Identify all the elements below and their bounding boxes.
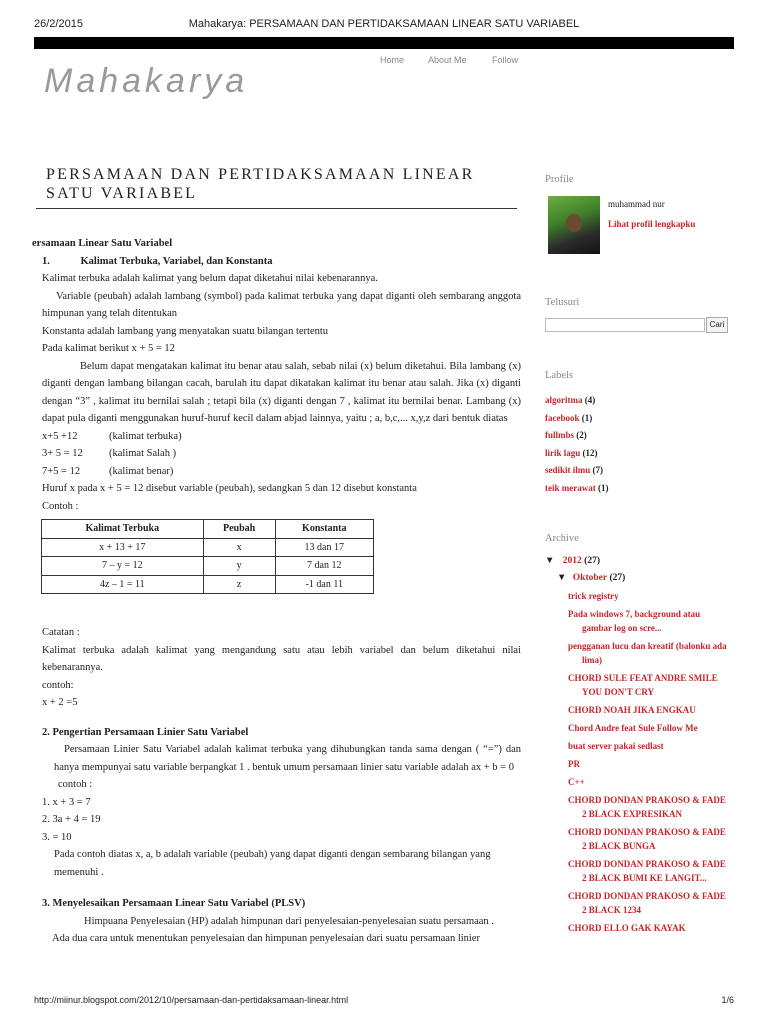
label-link[interactable]: fullmbs: [545, 430, 575, 440]
paragraph: Variable (peubah) adalah lambang (symbol) pada kalimat terbuka yang dapat diganti oleh sembarang anggota himpunan yang telah ditentukan: [42, 290, 521, 319]
list-item: 2. 3a + 4 = 19: [42, 814, 101, 825]
list-item: 3. = 10: [42, 831, 72, 843]
label-link[interactable]: algoritma: [545, 395, 583, 405]
archive-post-link[interactable]: CHORD DONDAN PRAKOSO & FADE 2 BLACK EXPRESIKAN: [568, 795, 726, 819]
title-divider: [36, 208, 517, 209]
paragraph: Belum dapat mengatakan kalimat itu benar atau salah, sebab nilai (x) belum diketahui. Bila lambang (x) diganti dengan lambang bilangan cacah, barulah itu dapat dikatakan kalimat itu benar atau salah. Jika (x) diganti dengan “3” , kalimat itu bernilai salah ; tetapi bila (x) diganti dengan 7 , kalimat itu bernilai benar. Lambang (x) dapat pula diganti menggunakan huruf-huruf kecil dalam abjad lainnya, yaitu ; a, b,c,... x,y,z dari bentuk diatas: [42, 360, 521, 424]
archive-post-link[interactable]: CHORD DONDAN PRAKOSO & FADE 2 BLACK 1234: [568, 891, 726, 915]
table-cell: 7 – y = 12: [42, 557, 204, 576]
archive-post-link[interactable]: CHORD SULE FEAT ANDRE SMILE YOU DON'T CRY: [568, 673, 718, 697]
table-header: Kalimat Terbuka: [42, 520, 204, 539]
paragraph: Himpuana Penyelesaian (HP) adalah himpunan dari penyelesaian-penyelesaian suatu persamaan .: [84, 915, 494, 927]
top-navbar: [34, 37, 734, 49]
contoh-label: Contoh :: [42, 500, 79, 512]
table-header-row: [42, 520, 374, 539]
archive-post-link[interactable]: CHORD NOAH JIKA ENGKAU: [568, 705, 696, 715]
archive-post-link[interactable]: C++: [568, 777, 585, 787]
table-row: [42, 575, 374, 594]
profile-link[interactable]: Lihat profil lengkapku: [608, 219, 696, 229]
table-cell: x + 13 + 17: [42, 538, 204, 557]
archive-post-link[interactable]: CHORD DONDAN PRAKOSO & FADE 2 BLACK BUNGA: [568, 827, 726, 851]
archive-year[interactable]: ▼ 2012 (27): [545, 556, 600, 566]
label-item: lirik lagu (12): [545, 447, 598, 458]
post-title[interactable]: PERSAMAAN DAN PERTIDAKSAMAAN LINEAR SATU VARIABEL: [46, 166, 475, 202]
nav-follow[interactable]: Follow: [492, 55, 519, 65]
table-header: Peubah: [203, 520, 275, 539]
example-line: x+5 +12 (kalimat terbuka): [42, 430, 182, 442]
label-item: fullmbs (2): [545, 430, 587, 440]
nav-about-me[interactable]: About Me: [428, 55, 467, 65]
print-header: [0, 0, 768, 36]
archive-post-link[interactable]: Chord Andre feat Sule Follow Me: [568, 723, 698, 733]
table-cell: z: [203, 575, 275, 594]
print-page-number: 1/6: [721, 995, 734, 1005]
archive-posts: [568, 589, 728, 939]
label-link[interactable]: teik merawat: [545, 482, 596, 493]
paragraph: Ada dua cara untuk menentukan penyelesaian dan himpunan penyelesaian dari suatu persamaan linier: [52, 933, 481, 944]
avatar-face: [566, 214, 582, 232]
table-cell: 13 dan 17: [275, 538, 373, 557]
archive-post-link[interactable]: buat server pakai sedlast: [568, 741, 664, 751]
print-page-title: Mahakarya: PERSAMAAN DAN PERTIDAKSAMAAN LINEAR SATU VARIABEL: [188, 18, 580, 30]
paragraph: Huruf x pada x + 5 = 12 disebut variable (peubah), sedangkan 5 dan 12 disebut konstanta: [42, 483, 417, 494]
archive-post-link[interactable]: Pada windows 7, background atau gambar log on scre...: [568, 609, 701, 633]
table-cell: 7 dan 12: [275, 557, 373, 576]
label-item: facebook (1): [545, 412, 593, 423]
table-cell: x: [203, 538, 275, 557]
archive-heading: Archive: [545, 533, 579, 544]
archive-post-link[interactable]: CHORD ELLO GAK KAYAK: [568, 923, 686, 933]
table-row: [42, 557, 374, 576]
example-line: 3+ 5 = 12 (kalimat Salah ): [42, 448, 177, 459]
contoh-label: contoh :: [58, 779, 93, 790]
section-2-title: 2. Pengertian Persamaan Linier Satu Variabel: [42, 726, 249, 738]
table-cell: y: [203, 557, 275, 576]
triangle-down-icon[interactable]: ▼: [545, 556, 555, 566]
example-equation: x + 2 =5: [42, 697, 78, 708]
table-cell: 4z – 1 = 11: [42, 575, 204, 594]
nav-home[interactable]: Home: [380, 55, 405, 65]
profile-name: muhammad nur: [608, 199, 665, 209]
paragraph: Persamaan Linier Satu Variabel adalah kalimat terbuka yang dihubungkan tanda sama dengan ( “=”) dan hanya mempunyai satu variable berpangkat 1 . bentuk umum persamaan linier satu variable adalah ax + b = 0: [54, 744, 521, 773]
triangle-down-icon[interactable]: ▼: [557, 573, 567, 583]
archive-post-link[interactable]: CHORD DONDAN PRAKOSO & FADE 2 BLACK BUMI KE LANGIT...: [568, 859, 726, 883]
table-header: Konstanta: [275, 520, 373, 539]
labels-heading: Labels: [545, 370, 573, 381]
table-row: [42, 538, 374, 557]
label-link[interactable]: facebook: [545, 412, 580, 423]
post-heading: ersamaan Linear Satu Variabel: [32, 238, 173, 249]
label-item: sedikit ilmu (7): [545, 465, 604, 475]
label-link[interactable]: sedikit ilmu: [545, 465, 591, 475]
avatar[interactable]: [548, 196, 600, 254]
search-button[interactable]: Cari: [706, 317, 728, 333]
contoh-label: contoh:: [42, 679, 74, 691]
archive-post-link[interactable]: pengganan lucu dan kreatif (balonku ada lima): [568, 641, 727, 665]
labels-list: [545, 392, 735, 497]
print-footer: [34, 995, 734, 1005]
archive-month[interactable]: ▼ Oktober (27): [557, 573, 626, 583]
paragraph: Kalimat terbuka adalah kalimat yang mengandung satu atau lebih variabel dan belum diketahui nilai kebenarannya.: [42, 644, 521, 673]
section-3-title: 3. Menyelesaikan Persamaan Linear Satu Variabel (PLSV): [42, 898, 306, 909]
label-item: teik merawat (1): [545, 482, 609, 493]
section-1-number: 1.: [42, 255, 50, 267]
label-link[interactable]: lirik lagu: [545, 447, 581, 458]
table-cell: -1 dan 11: [275, 575, 373, 594]
example-line: 7+5 = 12 (kalimat benar): [42, 465, 174, 477]
print-date: 26/2/2015: [34, 18, 83, 30]
example-table: [41, 519, 374, 594]
label-item: algoritma (4): [545, 395, 596, 405]
archive-post-link[interactable]: trick registry: [568, 591, 619, 601]
paragraph: Konstanta adalah lambang yang menyatakan suatu bilangan tertentu: [42, 325, 329, 337]
paragraph: Kalimat terbuka adalah kalimat yang belum dapat diketahui nilai kebenarannya.: [42, 273, 378, 284]
blog-title[interactable]: Mahakarya: [44, 62, 249, 100]
archive-post-link[interactable]: PR: [568, 759, 580, 769]
catatan-label: Catatan :: [42, 627, 80, 638]
profile-heading: Profile: [545, 174, 574, 185]
search-input[interactable]: [545, 318, 705, 332]
section-1-title: Kalimat Terbuka, Variabel, dan Konstanta: [80, 255, 273, 267]
list-item: 1. x + 3 = 7: [42, 796, 91, 808]
paragraph: Pada kalimat berikut x + 5 = 12: [42, 343, 175, 354]
section-1-heading: [36, 253, 521, 271]
search-heading: Telusuri: [545, 297, 580, 308]
paragraph: Pada contoh diatas x, a, b adalah variable (peubah) yang dapat diganti dengan sembarang bilangan yang memenuhi .: [54, 849, 491, 878]
print-url: http://miinur.blogspot.com/2012/10/persamaan-dan-pertidaksamaan-linear.html: [34, 995, 349, 1005]
post-body: [32, 235, 521, 948]
